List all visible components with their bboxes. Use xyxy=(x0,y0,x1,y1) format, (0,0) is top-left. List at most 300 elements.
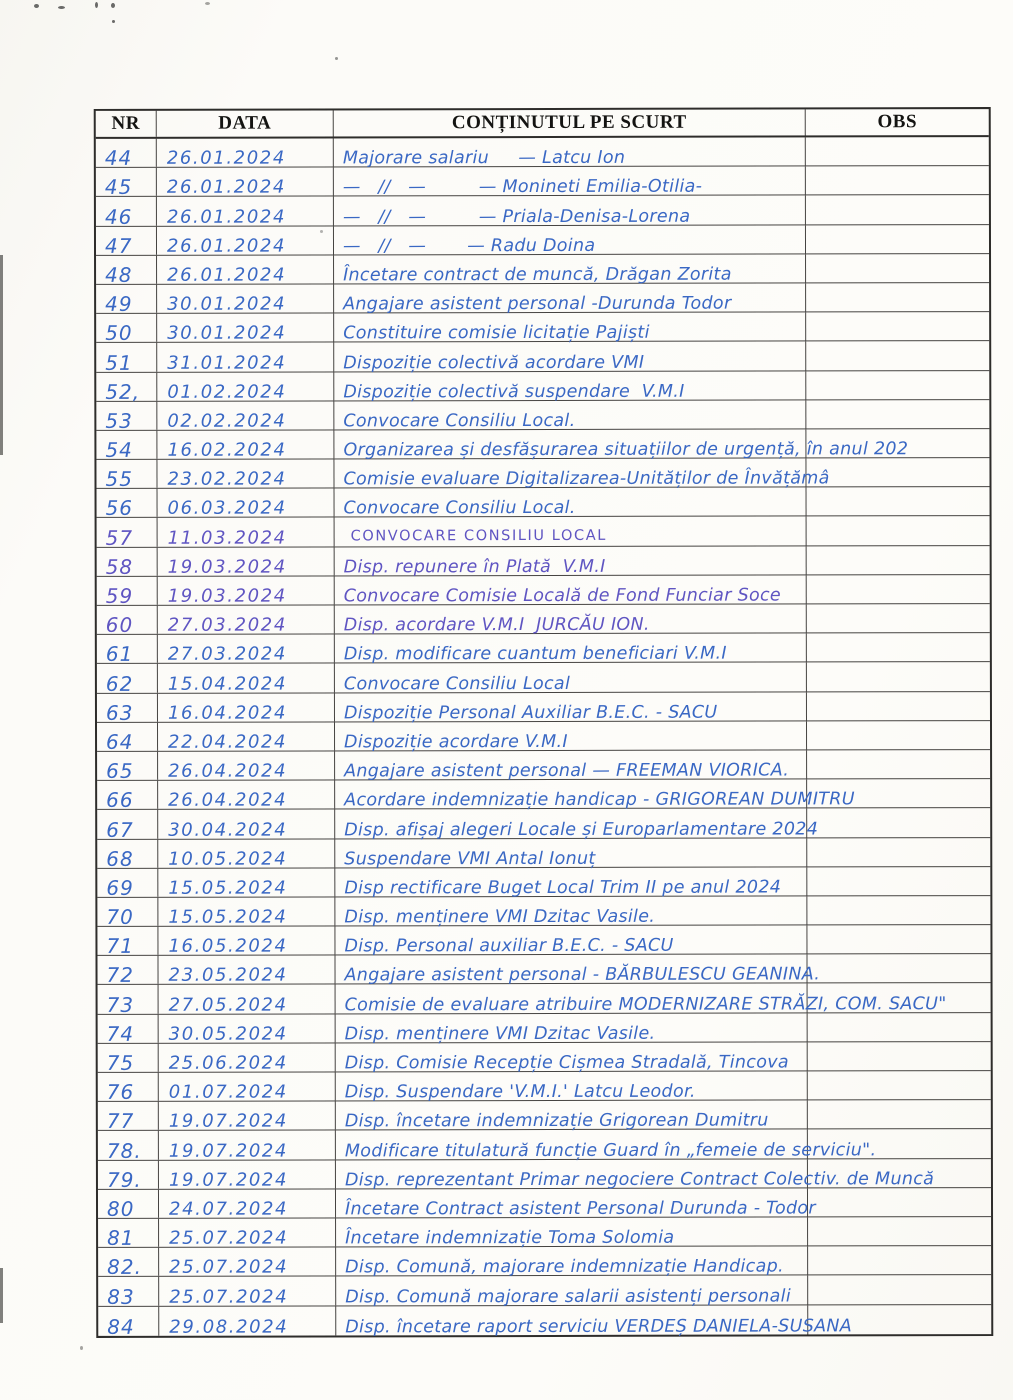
row-number-cell xyxy=(97,723,158,754)
row-date: 16.02.2024 xyxy=(167,439,287,461)
content-cell xyxy=(334,283,806,315)
row-date: 30.04.2024 xyxy=(168,819,288,841)
row-number: 68 xyxy=(106,846,134,871)
date-cell xyxy=(159,1043,336,1072)
row-date: 27.05.2024 xyxy=(168,994,288,1016)
row-date: 19.03.2024 xyxy=(167,585,287,607)
obs-cell xyxy=(806,254,989,283)
content-cell xyxy=(334,342,806,371)
row-number: 83 xyxy=(107,1284,135,1309)
row-content: Dispoziție Personal Auxiliar B.E.C. - SACU xyxy=(343,702,718,724)
row-number-cell xyxy=(98,1160,159,1192)
content-cell xyxy=(334,254,806,286)
row-number: 80 xyxy=(106,1196,135,1221)
obs-cell xyxy=(807,517,990,546)
table-row xyxy=(97,517,990,548)
row-number: 59 xyxy=(105,583,134,608)
content-cell xyxy=(335,692,807,724)
row-content: Disp. afișaj alegeri Locale și Europarlamentare 2024 xyxy=(344,818,819,840)
row-number-cell xyxy=(97,693,158,725)
obs-cell xyxy=(807,633,990,662)
row-content: Convocare Consiliu Local xyxy=(343,673,571,694)
row-content: Majorare salariu — Latcu Ion xyxy=(342,148,626,169)
obs-cell xyxy=(808,1305,991,1335)
row-content: Disp. încetare indemnizație Grigorean Dumitru xyxy=(344,1110,769,1132)
table-row xyxy=(98,1013,991,1044)
table-row xyxy=(97,838,990,869)
content-cell xyxy=(336,1042,808,1074)
obs-cell xyxy=(808,1275,991,1304)
row-content: Disp. Comună, majorare indemnizație Handicap. xyxy=(345,1256,784,1278)
table-row xyxy=(96,283,989,317)
table-row xyxy=(96,429,989,460)
row-date: 16.05.2024 xyxy=(168,935,288,958)
date-cell xyxy=(158,576,335,605)
row-number: 56 xyxy=(105,496,134,521)
table-row xyxy=(97,692,990,723)
row-number-cell xyxy=(98,1219,159,1251)
obs-cell xyxy=(808,1129,991,1158)
row-number-cell xyxy=(96,401,157,433)
row-number: 76 xyxy=(106,1080,135,1105)
table-row xyxy=(96,371,989,402)
scan-speck xyxy=(335,57,338,60)
header-nr xyxy=(96,111,157,137)
obs-cell xyxy=(807,896,990,925)
date-cell xyxy=(157,255,334,284)
row-number: 61 xyxy=(105,642,134,667)
row-number: 65 xyxy=(106,758,134,784)
header-continut-label: CONȚINUTUL PE SCURT xyxy=(451,111,687,134)
content-cell xyxy=(335,750,807,782)
scan-speck xyxy=(80,1346,83,1350)
row-number-cell xyxy=(98,1014,159,1046)
row-content: Convocare Consiliu Local. xyxy=(343,410,576,432)
row-number-cell xyxy=(97,839,158,871)
table-row xyxy=(98,1188,991,1219)
date-cell xyxy=(158,635,335,664)
row-date: 27.03.2024 xyxy=(167,614,287,636)
table-row xyxy=(97,954,990,988)
scan-speck xyxy=(205,2,210,5)
obs-cell xyxy=(806,137,989,166)
content-cell xyxy=(334,167,806,196)
header-continut xyxy=(334,109,806,136)
row-number-cell xyxy=(98,1073,159,1105)
obs-cell xyxy=(806,312,989,341)
row-number: 75 xyxy=(106,1050,135,1075)
row-number: 62 xyxy=(105,671,134,696)
row-number-cell xyxy=(97,664,158,696)
obs-cell xyxy=(806,400,989,429)
table-row xyxy=(96,458,989,492)
row-content: Disp. menținere VMI Dzitac Vasile. xyxy=(344,906,656,928)
row-number: 72 xyxy=(106,963,135,988)
row-content: Disp rectificare Buget Local Trim II pe anul 2024 xyxy=(344,877,782,899)
row-date: 30.01.2024 xyxy=(167,293,287,315)
header-nr-label: NR xyxy=(111,112,140,134)
row-date: 15.05.2024 xyxy=(168,906,288,928)
row-content: Modificare titulatură funcție Guard în „femeie de serviciu". xyxy=(344,1139,877,1161)
row-number-cell xyxy=(96,256,157,287)
content-cell xyxy=(336,1276,808,1305)
row-number: 44 xyxy=(104,146,133,171)
content-cell xyxy=(334,137,806,169)
row-number-cell xyxy=(97,927,158,959)
row-date: 31.01.2024 xyxy=(167,352,287,374)
row-number-cell xyxy=(96,314,157,346)
row-date: 25.07.2024 xyxy=(169,1256,289,1279)
content-cell xyxy=(335,955,821,986)
date-cell xyxy=(158,839,335,868)
table-header-row xyxy=(96,109,989,139)
row-date: 26.01.2024 xyxy=(166,176,286,199)
date-cell xyxy=(158,926,335,958)
header-obs xyxy=(806,109,989,135)
date-cell xyxy=(158,751,335,780)
row-number: 66 xyxy=(106,788,134,813)
content-cell xyxy=(335,838,807,870)
row-number: 81 xyxy=(107,1225,135,1251)
row-date: 01.02.2024 xyxy=(167,381,287,403)
obs-cell xyxy=(807,779,990,808)
scan-speck xyxy=(58,6,65,9)
obs-cell xyxy=(808,1159,991,1188)
row-content: Încetare Contract asistent Personal Durunda - Todor xyxy=(344,1198,816,1220)
date-cell xyxy=(158,868,335,897)
row-number: 58 xyxy=(105,554,134,579)
row-number-cell xyxy=(98,1190,159,1221)
row-number-cell xyxy=(96,460,157,492)
date-cell xyxy=(158,664,335,693)
date-cell xyxy=(159,1248,336,1277)
header-data-label: DATA xyxy=(218,112,272,134)
table-row xyxy=(98,1071,991,1105)
row-number: 55 xyxy=(105,467,133,492)
obs-cell xyxy=(806,225,989,254)
row-number: 71 xyxy=(106,934,134,959)
row-number: 46 xyxy=(104,204,133,229)
obs-cell xyxy=(807,925,990,954)
date-cell xyxy=(157,226,334,255)
row-content: Constituire comisie licitație Pajiști xyxy=(343,323,650,344)
obs-cell xyxy=(806,458,989,487)
table-row xyxy=(97,896,990,927)
content-cell xyxy=(336,1071,808,1103)
table-row xyxy=(96,195,989,229)
row-content: Acordare indemnizație handicap - GRIGOREAN DUMITRU xyxy=(344,789,855,811)
obs-cell xyxy=(806,341,989,370)
row-number: 53 xyxy=(105,408,133,433)
row-number-cell xyxy=(97,810,158,842)
date-cell xyxy=(157,314,334,343)
date-cell xyxy=(158,693,335,722)
obs-cell xyxy=(806,371,989,400)
obs-cell xyxy=(807,604,990,633)
table-row xyxy=(97,750,990,784)
row-content: Comisie de evaluare atribuire MODERNIZARE STRĂZI, COM. SACU" xyxy=(344,993,947,1016)
row-number: 51 xyxy=(105,350,133,375)
obs-cell xyxy=(808,1013,991,1042)
row-content: Disp. Personal auxiliar B.E.C. - SACU xyxy=(344,935,674,957)
content-cell xyxy=(336,1013,808,1045)
table-row xyxy=(96,166,989,200)
obs-cell xyxy=(806,283,989,312)
row-number: 74 xyxy=(106,1021,135,1046)
date-cell xyxy=(159,1131,336,1160)
row-date: 25.06.2024 xyxy=(168,1052,288,1074)
obs-cell xyxy=(806,166,989,195)
row-number-cell xyxy=(97,606,158,638)
row-date: 19.07.2024 xyxy=(168,1140,288,1162)
row-content: Angajare asistent personal - BĂRBULESCU GEANINA. xyxy=(344,964,821,986)
row-content: Angajare asistent personal — FREEMAN VIORICA. xyxy=(344,760,790,782)
row-date: 26.01.2024 xyxy=(166,147,286,169)
table-row xyxy=(98,1129,991,1163)
table-row xyxy=(97,867,990,898)
table-row xyxy=(98,1305,991,1339)
row-content: Încetare contract de muncă, Drăgan Zorita xyxy=(343,264,732,286)
row-number: 78. xyxy=(106,1138,142,1163)
row-number: 82. xyxy=(107,1255,142,1280)
content-cell xyxy=(334,225,806,257)
row-date: 26.01.2024 xyxy=(167,264,287,286)
row-content: — // — — Monineti Emilia-Otilia- xyxy=(342,177,703,198)
content-cell xyxy=(335,517,807,546)
row-date: 26.04.2024 xyxy=(168,760,288,782)
date-cell xyxy=(158,897,335,926)
row-number: 52, xyxy=(105,379,141,404)
table-row xyxy=(98,1042,991,1073)
date-cell xyxy=(159,1277,336,1306)
row-number: 63 xyxy=(105,700,134,725)
content-cell xyxy=(336,1305,853,1338)
date-cell xyxy=(157,459,334,491)
date-cell xyxy=(159,1189,336,1218)
content-cell xyxy=(336,1101,808,1130)
content-cell xyxy=(336,1247,808,1276)
row-content: CONVOCARE CONSILIU LOCAL xyxy=(350,527,607,545)
row-content: Disp. încetare raport serviciu VERDEȘ DANIELA-SUSANA xyxy=(345,1316,853,1338)
table-row xyxy=(97,808,990,842)
date-cell xyxy=(158,781,335,810)
content-cell xyxy=(335,546,807,578)
obs-cell xyxy=(806,195,989,224)
date-cell xyxy=(159,1160,336,1189)
row-number-cell xyxy=(97,752,158,784)
content-cell xyxy=(335,634,807,663)
row-content: Convocare Comisie Locală de Fond Funciar Soce xyxy=(343,585,781,607)
obs-cell xyxy=(808,1188,991,1217)
date-cell xyxy=(158,518,335,547)
table-row xyxy=(96,225,989,256)
table-row xyxy=(96,254,989,285)
table-row xyxy=(97,604,990,638)
row-number-cell xyxy=(97,635,158,667)
content-cell xyxy=(335,604,807,636)
content-cell xyxy=(334,196,806,225)
row-content: Disp. reprezentant Primar negociere Contract Colectiv. de Muncă xyxy=(344,1168,935,1191)
row-content: Disp. Suspendare 'V.M.I.' Latcu Leodor. xyxy=(344,1081,696,1103)
row-date: 30.01.2024 xyxy=(167,322,287,345)
obs-cell xyxy=(807,721,990,750)
date-cell xyxy=(159,985,336,1014)
obs-cell xyxy=(808,1217,991,1246)
row-content: Disp. Comună majorare salarii asistenți personali xyxy=(345,1285,792,1307)
content-cell xyxy=(335,926,807,955)
row-number: 47 xyxy=(104,233,133,258)
scan-edge-artifact xyxy=(0,255,3,455)
obs-cell xyxy=(807,808,990,837)
table-row xyxy=(98,1159,991,1190)
table-row xyxy=(97,546,990,577)
row-number-cell xyxy=(97,577,158,608)
row-content: Disp. modificare cuantum beneficiari V.M.I xyxy=(343,643,727,665)
table-body xyxy=(96,137,992,1339)
obs-cell xyxy=(807,546,990,575)
table-row xyxy=(97,662,990,696)
row-date: 30.05.2024 xyxy=(168,1023,288,1045)
row-content: Disp. menținere VMI Dzitac Vasile. xyxy=(344,1023,656,1045)
row-date: 26.01.2024 xyxy=(166,206,287,228)
date-cell xyxy=(158,547,335,576)
row-date: 25.07.2024 xyxy=(169,1227,289,1249)
row-number-cell xyxy=(97,868,158,900)
row-number: 48 xyxy=(105,262,133,287)
row-date: 02.02.2024 xyxy=(167,410,287,432)
scan-speck xyxy=(95,2,98,8)
row-number-cell xyxy=(97,781,158,813)
row-date: 19.07.2024 xyxy=(168,1169,289,1191)
date-cell xyxy=(158,722,335,751)
table-row xyxy=(97,633,990,667)
row-number: 77 xyxy=(106,1109,135,1134)
scan-speck xyxy=(34,4,39,8)
row-number: 84 xyxy=(107,1314,135,1339)
row-content: Încetare indemnizație Toma Solomia xyxy=(345,1227,675,1249)
header-data xyxy=(157,110,334,136)
row-date: 19.07.2024 xyxy=(168,1110,288,1133)
obs-cell xyxy=(808,1042,991,1071)
table-row xyxy=(97,779,990,813)
row-number-cell xyxy=(98,1306,159,1339)
row-date: 10.05.2024 xyxy=(168,848,288,870)
row-number: 57 xyxy=(105,525,134,550)
row-content: Angajare asistent personal -Durunda Todor xyxy=(343,293,732,315)
row-number-cell xyxy=(98,1248,159,1280)
registry-table xyxy=(94,107,994,1338)
obs-cell xyxy=(808,1100,991,1129)
row-content: Disp. Comisie Recepție Cișmea Stradală, Tincova xyxy=(344,1052,789,1074)
obs-cell xyxy=(807,692,990,721)
obs-cell xyxy=(807,662,990,691)
row-number: 79. xyxy=(106,1167,142,1192)
row-content: Dispoziție colectivă acordare VMI xyxy=(343,352,645,373)
row-number: 73 xyxy=(106,992,135,1017)
row-number-cell xyxy=(97,489,158,521)
obs-cell xyxy=(807,750,990,779)
date-cell xyxy=(159,1306,336,1336)
content-cell xyxy=(335,809,819,840)
content-cell xyxy=(334,459,830,490)
obs-cell xyxy=(808,1246,991,1275)
content-cell xyxy=(336,1188,816,1220)
row-date: 26.04.2024 xyxy=(168,789,288,812)
date-cell xyxy=(159,1102,336,1131)
row-content: Comisie evaluare Digitalizarea-Unităților de Învățămâ xyxy=(343,468,830,490)
table-row xyxy=(97,487,990,521)
row-number-cell xyxy=(98,1044,159,1075)
row-number-cell xyxy=(98,985,159,1017)
obs-cell xyxy=(808,984,991,1013)
date-cell xyxy=(158,489,335,518)
scan-speck xyxy=(112,20,115,23)
obs-cell xyxy=(808,1071,991,1100)
row-content: Disp. acordare V.M.I JURCĂU ION. xyxy=(343,614,650,636)
obs-cell xyxy=(807,487,990,516)
row-date: 19.03.2024 xyxy=(167,556,287,578)
row-date: 06.03.2024 xyxy=(167,497,287,520)
row-number-cell xyxy=(96,343,157,375)
table-row xyxy=(97,721,990,752)
row-date: 15.04.2024 xyxy=(167,673,288,695)
date-cell xyxy=(157,372,334,401)
date-cell xyxy=(157,168,334,197)
content-cell xyxy=(335,488,807,517)
row-date: 01.07.2024 xyxy=(168,1081,288,1103)
date-cell xyxy=(157,401,334,430)
row-date: 27.03.2024 xyxy=(167,643,287,666)
content-cell xyxy=(335,867,807,899)
date-cell xyxy=(158,810,335,839)
row-date: 15.05.2024 xyxy=(168,877,288,899)
table-row xyxy=(97,575,990,606)
row-number-cell xyxy=(96,372,157,404)
content-cell xyxy=(334,371,806,403)
content-cell xyxy=(336,1159,935,1191)
content-cell xyxy=(335,663,807,692)
table-row xyxy=(96,312,989,346)
row-number: 67 xyxy=(106,817,134,842)
row-date: 23.05.2024 xyxy=(168,964,288,987)
scan-edge-artifact xyxy=(0,1268,3,1323)
date-cell xyxy=(158,605,335,634)
content-cell xyxy=(336,1130,877,1161)
row-number-cell xyxy=(98,1277,159,1309)
content-cell xyxy=(335,575,807,607)
date-cell xyxy=(158,956,335,985)
row-number: 45 xyxy=(104,175,133,200)
table-row xyxy=(98,1246,991,1280)
table-row xyxy=(98,1100,991,1134)
row-number-cell xyxy=(98,1102,159,1134)
obs-cell xyxy=(807,838,990,867)
row-content: Dispoziție colectivă suspendare V.M.I xyxy=(343,381,685,403)
row-content: Convocare Consiliu Local. xyxy=(343,498,576,519)
row-number: 69 xyxy=(106,875,134,900)
content-cell xyxy=(336,1217,808,1249)
row-content: Dispoziție acordare V.M.I xyxy=(344,731,568,753)
table-row xyxy=(96,400,989,431)
row-date: 16.04.2024 xyxy=(167,702,288,724)
row-number-cell xyxy=(97,956,158,988)
scan-speck xyxy=(111,3,115,8)
date-cell xyxy=(157,343,334,372)
row-number-cell xyxy=(96,139,157,171)
table-row xyxy=(98,1275,991,1309)
content-cell xyxy=(335,780,855,811)
obs-cell xyxy=(807,954,990,983)
